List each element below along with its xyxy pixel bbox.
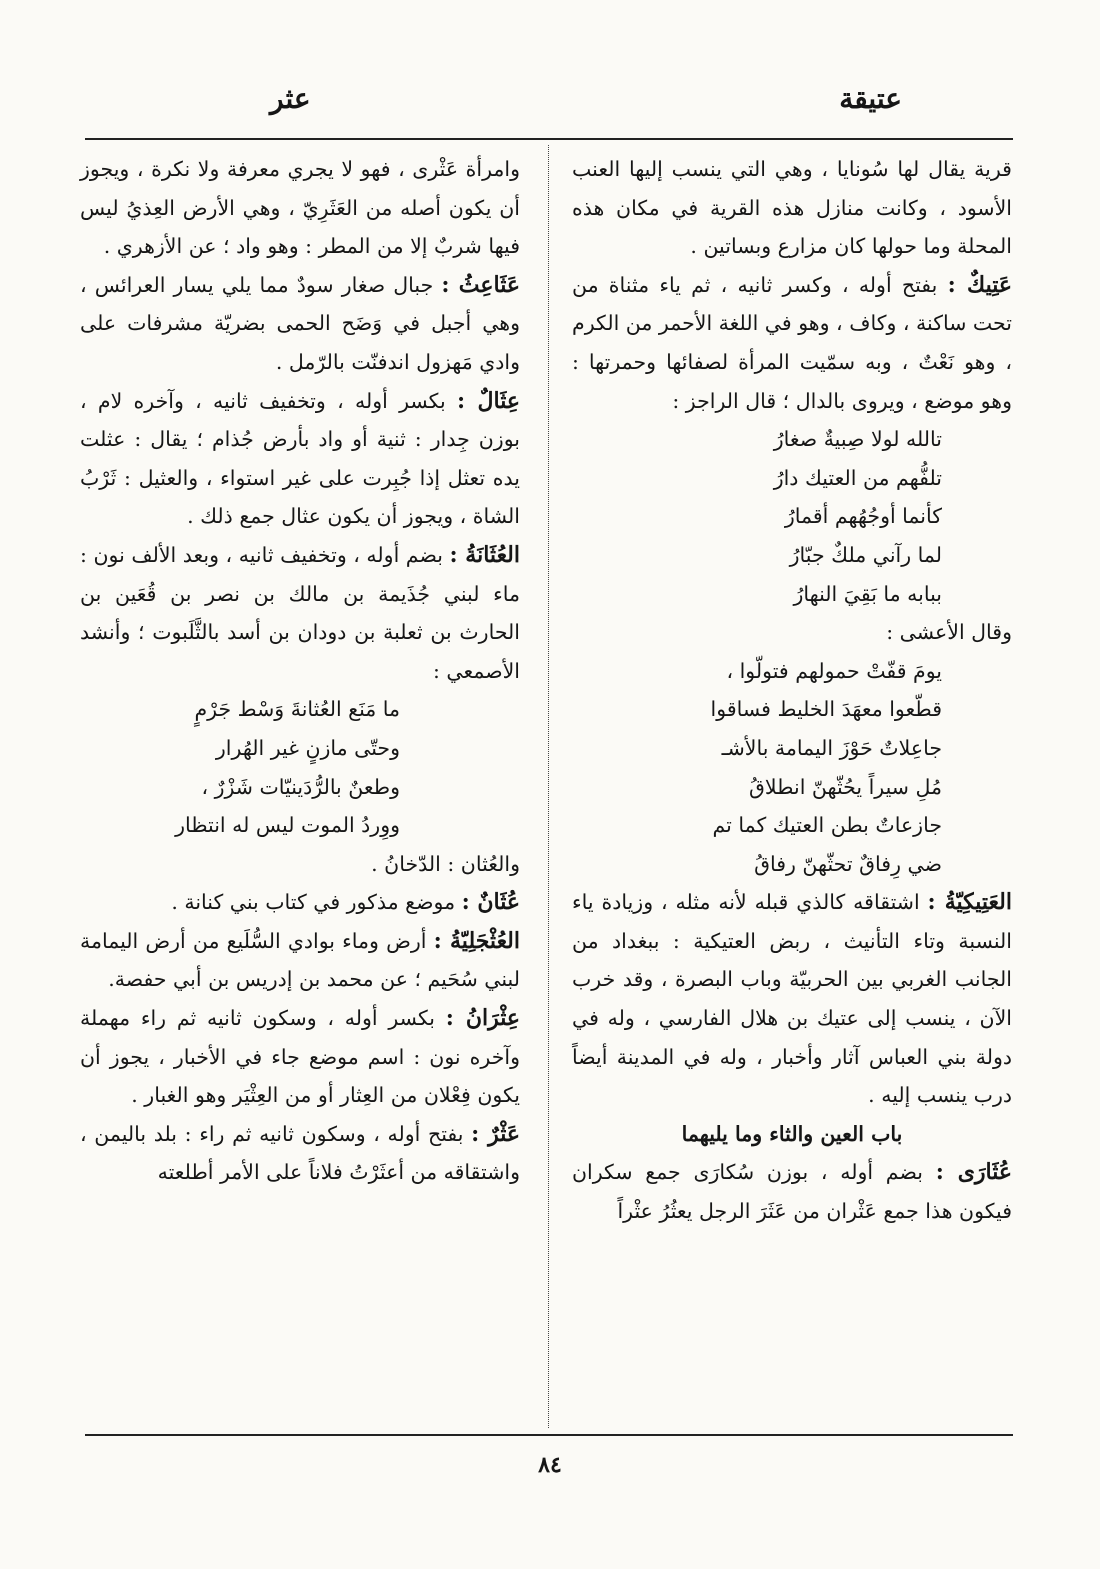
verse-line: تالله لولا صِبيةٌ صغارُ	[773, 427, 942, 452]
verse-line: ببابه ما بَقِيَ النهارُ	[793, 581, 942, 606]
entry-headword: عِثْرَانُ :	[445, 1005, 520, 1032]
verse-line: لما رآني ملكٌ جبّارُ	[789, 542, 942, 567]
verse-block	[80, 690, 520, 844]
entry-headword: عَثَاعِثُ :	[441, 271, 520, 298]
dictionary-entry	[572, 266, 1012, 420]
dictionary-entry	[572, 1153, 1012, 1230]
paragraph: وقال الأعشى :	[886, 620, 1012, 645]
entry-text: أرض وماء بوادي السُّلَيع من أرض اليمامة لبني سُحَيم ؛ عن محمد بن إدريس بن أبي حفصة.	[80, 928, 520, 992]
dictionary-entry	[80, 999, 520, 1115]
dictionary-entry	[80, 382, 520, 536]
verse-line: جاعِلاتٌ حَوْزَ اليمامة بالأشـ	[721, 735, 942, 760]
footer-rule	[85, 1434, 1013, 1436]
entry-text: بضم أوله ، بوزن سُكارَى جمع سكران فيكون هذا جمع عَثْران من عَثَرَ الرجل يعثُرُ عثْراً	[572, 1160, 1012, 1224]
entry-headword: العُثْجَلِيّةُ :	[433, 927, 521, 954]
dictionary-entry	[80, 922, 520, 999]
dictionary-entry	[80, 1115, 520, 1192]
column-divider	[548, 145, 549, 1428]
verse-line: ضي رِفاقٌ تحثّهنّ رفاقُ	[754, 851, 942, 876]
verse-line: قطّعوا معهَدَ الخليط فساقوا	[710, 697, 942, 722]
entry-text: جبال صغار سودٌ مما يلي يسار العرائس ، وهي أجبل في وَضَح الحمى بضريّة مشرفات على وادي مَهزول اندفنّت بالرّمل .	[80, 272, 520, 374]
entry-text: بضم أوله ، وتخفيف ثانيه ، وبعد الألف نون : ماء لبني جُذَيمة بن مالك بن نصر بن قُعَين بن الحارث بن ثعلبة بن دودان بن أسد بالثَّلَبوت ؛ وأنشد الأصمعي :	[80, 542, 520, 683]
entry-text: بكسر أوله ، وتخفيف ثانيه ، وآخره لام ، بوزن جِدار : ثنية أو واد بأرض جُذام ؛ يقال : عثلت يده تعثل إذا جُبِرت على غير استواء ، والعثيل : ثَرْبُ الشاة ، ويجوز أن يكون عثال جمع ذلك .	[80, 388, 520, 529]
entry-text: بفتح أوله ، وكسر ثانيه ، ثم ياء مثناة من تحت ساكنة ، وكاف ، وهو في اللغة الأحمر من الكرم ، وهو نَعْتٌ ، وبه سمّيت المرأة لصفائها وحمرتها : وهو موضع ، ويروى بالدال ؛ قال الراجز :	[572, 272, 1012, 413]
entry-headword: عُثَانٌ :	[461, 889, 520, 916]
verse-line: جازعاتٌ بطن العتيك كما تم	[712, 813, 942, 838]
header-rule	[85, 138, 1013, 140]
section-heading: باب العين والثاء وما يليهما	[681, 1121, 903, 1146]
entry-text: بكسر أوله ، وسكون ثانيه ثم راء مهملة وآخره نون : اسم موضع جاء في الأخبار ، يجوز أن يكون فِعْلان من العِثار أو من العِثْيَر وهو الغبار .	[80, 1006, 520, 1108]
verse-block	[572, 652, 1012, 884]
left-column	[80, 150, 520, 1192]
entry-text: موضع مذكور في كتاب بني كنانة .	[171, 890, 456, 915]
page-number: ٨٤	[538, 1452, 562, 1478]
running-header-right: عتيقة	[839, 82, 902, 115]
entry-headword: عَتِيكٌ :	[947, 271, 1012, 298]
dictionary-entry	[572, 883, 1012, 1115]
verse-line: تلفُّهم من العتيك دارُ	[773, 465, 942, 490]
dictionary-entry	[80, 536, 520, 690]
running-header-left: عثر	[270, 82, 311, 115]
entry-headword: العُثَانَةُ :	[449, 541, 520, 568]
verse-line: وطعنٌ بالرُّدَينيّات شَزْرٌ ،	[201, 774, 400, 799]
entry-headword: عِثَالٌ :	[456, 387, 520, 414]
entry-headword: عَثْرٌ :	[471, 1120, 520, 1147]
entry-text: بفتح أوله ، وسكون ثانيه ثم راء : بلد باليمن ، واشتقاقه من أعثَرْتُ فلاناً على الأمر أطلعته	[80, 1121, 520, 1185]
entry-text: اشتقاقه كالذي قبله لأنه مثله ، وزيادة ياء النسبة وتاء التأنيث ، ربض العتيكية : ببغداد من الجانب الغربي بين الحربيّة وباب البصرة ، وقد خرب الآن ، ينسب إلى عتيك بن هلال الفارسي ، وله في دولة بني العباس آثار وأخبار ، وله في المدينة أيضاً درب ينسب إليه .	[572, 890, 1012, 1108]
verse-line: مُلِ سيراً يحُثّهنّ انطلاقُ	[749, 774, 942, 799]
verse-line: ووِردُ الموت ليس له انتظار	[175, 813, 400, 838]
verse-block	[572, 420, 1012, 613]
dictionary-entry	[80, 883, 520, 922]
entry-headword: العَتِيكِيّةُ :	[927, 889, 1012, 916]
paragraph: وامرأة عَثْرى ، فهو لا يجري معرفة ولا نكرة ، ويجوز أن يكون أصله من العَثَرِيّ ، وهي الأرض العِذيُ ليس فيها شربٌ إلا من المطر : وهو واد ؛ عن الأزهري .	[80, 157, 520, 259]
verse-line: يومَ قفّتْ حمولهم فتولّوا ،	[726, 658, 942, 683]
verse-line: ما مَنَع العُثانةَ وَسْط جَرْمٍ	[194, 697, 400, 722]
paragraph: والعُثان : الدّخانُ .	[371, 851, 520, 876]
entry-headword: عُثَارَى :	[935, 1159, 1013, 1186]
right-column	[572, 150, 1012, 1231]
verse-line: كأنما أوجُهُهم أقمارُ	[784, 504, 942, 529]
paragraph: قرية يقال لها سُونايا ، وهي التي ينسب إليها العنب الأسود ، وكانت منازل هذه القرية في مكان هذه المحلة وما حولها كان مزارع وبساتين .	[572, 157, 1012, 259]
dictionary-entry	[80, 266, 520, 382]
verse-line: وحتّى مازنٍ غير الهُرار	[215, 735, 400, 760]
